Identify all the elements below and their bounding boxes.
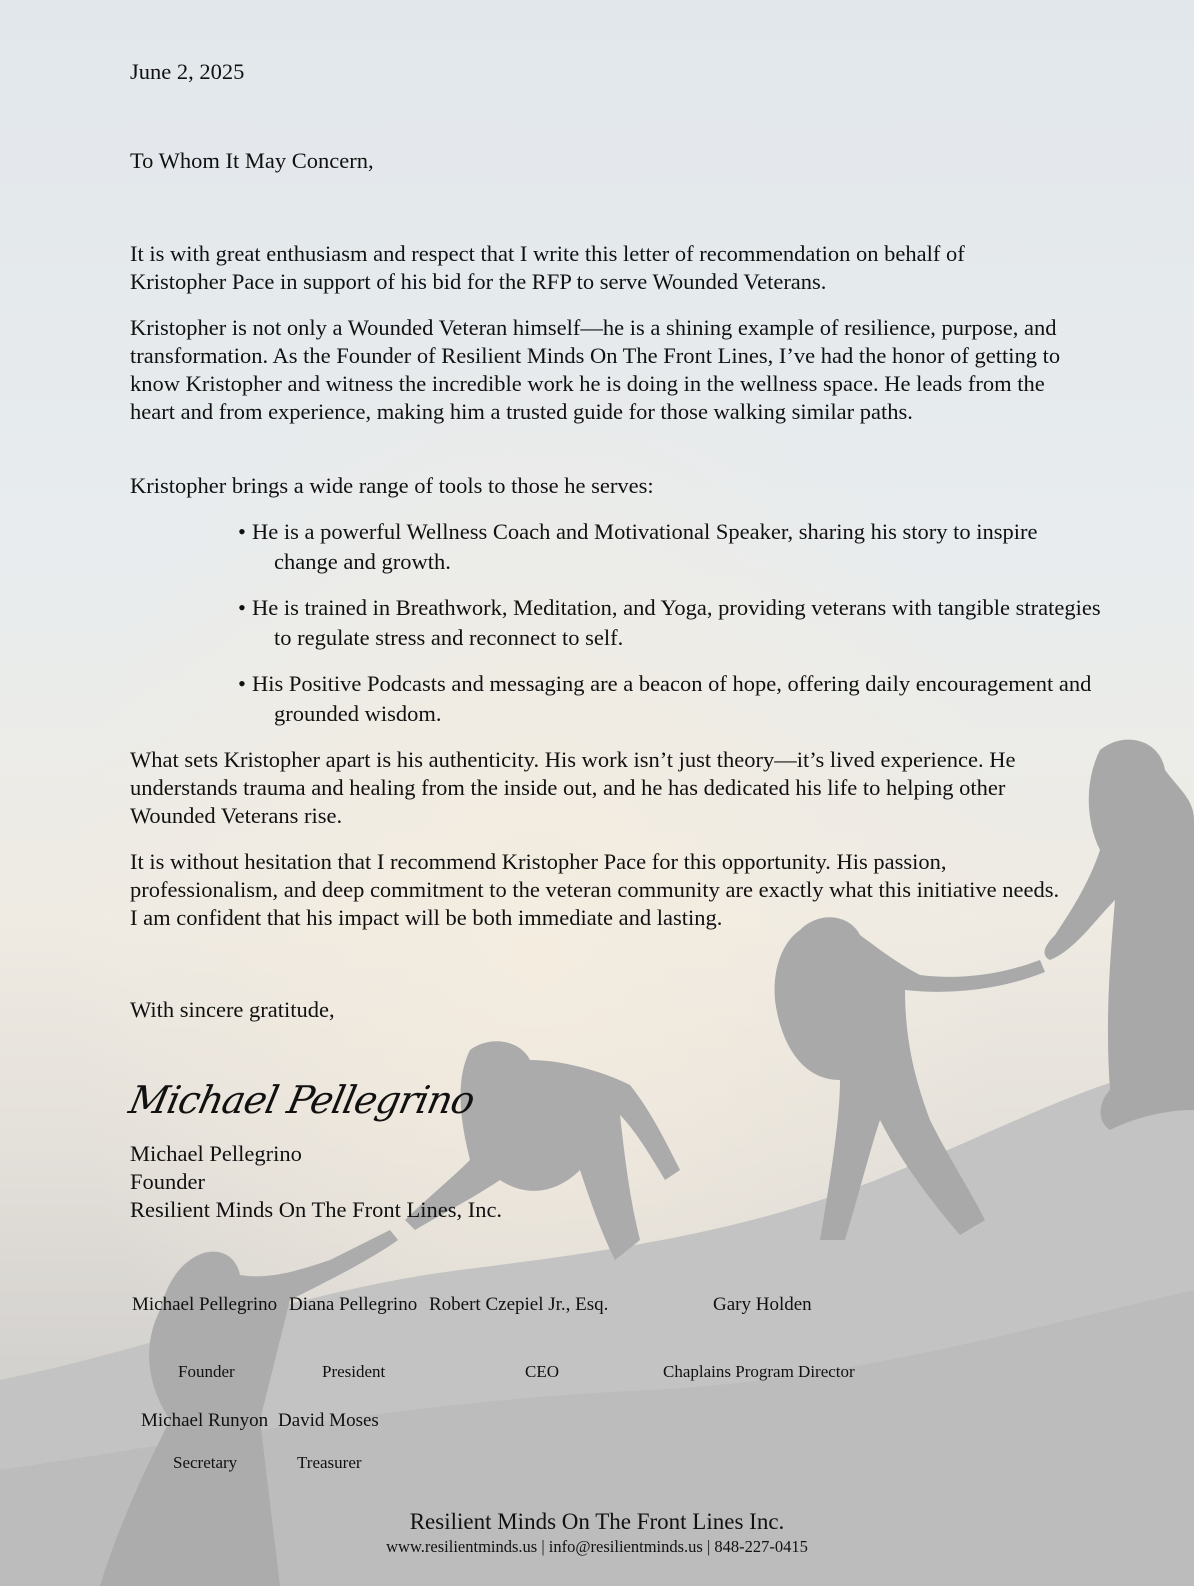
board-member-name: Michael Pellegrino bbox=[132, 1294, 278, 1315]
letter-valediction: With sincere gratitude, bbox=[130, 997, 335, 1022]
bullet-item bbox=[238, 593, 1104, 653]
letter-date: June 2, 2025 bbox=[130, 59, 245, 84]
signer-organization: Resilient Minds On The Front Lines, Inc. bbox=[130, 1197, 503, 1222]
bullet-text: He is trained in Breathwork, Meditation, and Yoga, providing veterans with tangible strategies to regulate stress and reconnect to self. bbox=[252, 595, 1101, 650]
bullet-dot-icon: • bbox=[238, 595, 246, 620]
board-member-name: Michael Runyon bbox=[141, 1410, 269, 1431]
signer-title: Founder bbox=[130, 1169, 205, 1194]
handwritten-signature: Michael Pellegrino bbox=[125, 1078, 479, 1122]
board-member-role: Treasurer bbox=[297, 1453, 362, 1472]
paragraph-about: Kristopher is not only a Wounded Veteran himself—he is a shining example of resilience, purpose, and transformation. As the Founder of Resilient Minds On The Front Lines, I’ve had the honor of getting to know Kristopher and witness the incredible work he is doing in the wellness space. He leads from the heart and from experience, making him a trusted guide for those walking similar paths. bbox=[130, 315, 1061, 424]
bullet-dot-icon: • bbox=[238, 519, 246, 544]
bullet-dot-icon: • bbox=[238, 671, 246, 696]
paragraph-tools-lead: Kristopher brings a wide range of tools to those he serves: bbox=[130, 473, 654, 498]
paragraph-authenticity: What sets Kristopher apart is his authenticity. His work isn’t just theory—it’s lived experience. He understands trauma and healing from the inside out, and he has dedicated his life to helping other Wounded Veterans rise. bbox=[130, 747, 1016, 828]
paragraph-recommendation: It is without hesitation that I recommend Kristopher Pace for this opportunity. His passion, professionalism, and deep commitment to the veteran community are exactly what this initiative needs. I am confident that his impact will be both immediate and lasting. bbox=[130, 849, 1060, 930]
signer-block bbox=[130, 1140, 502, 1224]
board-member-role: Chaplains Program Director bbox=[663, 1362, 855, 1381]
bullet-text: His Positive Podcasts and messaging are a beacon of hope, offering daily encouragement and grounded wisdom. bbox=[252, 671, 1092, 726]
board-member-name: Diana Pellegrino bbox=[289, 1294, 418, 1315]
board-member-role: Secretary bbox=[173, 1453, 238, 1472]
board-member-role: President bbox=[322, 1362, 386, 1381]
board-member-name: Robert Czepiel Jr., Esq. bbox=[429, 1294, 609, 1315]
board-member-role: Founder bbox=[178, 1362, 235, 1381]
board-member-role: CEO bbox=[525, 1362, 559, 1381]
board-member-name: Gary Holden bbox=[713, 1294, 812, 1315]
letter-salutation: To Whom It May Concern, bbox=[130, 148, 374, 173]
paragraph-intro: It is with great enthusiasm and respect that I write this letter of recommendation on behalf of Kristopher Pace in support of his bid for the RFP to serve Wounded Veterans. bbox=[130, 241, 965, 294]
bullet-text: He is a powerful Wellness Coach and Motivational Speaker, sharing his story to inspire change and growth. bbox=[252, 519, 1038, 574]
footer-organization: Resilient Minds On The Front Lines Inc. bbox=[409, 1509, 785, 1534]
footer-contact: www.resilientminds.us | info@resilientminds.us | 848-227-0415 bbox=[386, 1537, 808, 1556]
bullet-item bbox=[238, 517, 1104, 577]
board-member-name: David Moses bbox=[278, 1410, 379, 1431]
bullet-item bbox=[238, 669, 1104, 729]
signer-name: Michael Pellegrino bbox=[130, 1141, 302, 1166]
